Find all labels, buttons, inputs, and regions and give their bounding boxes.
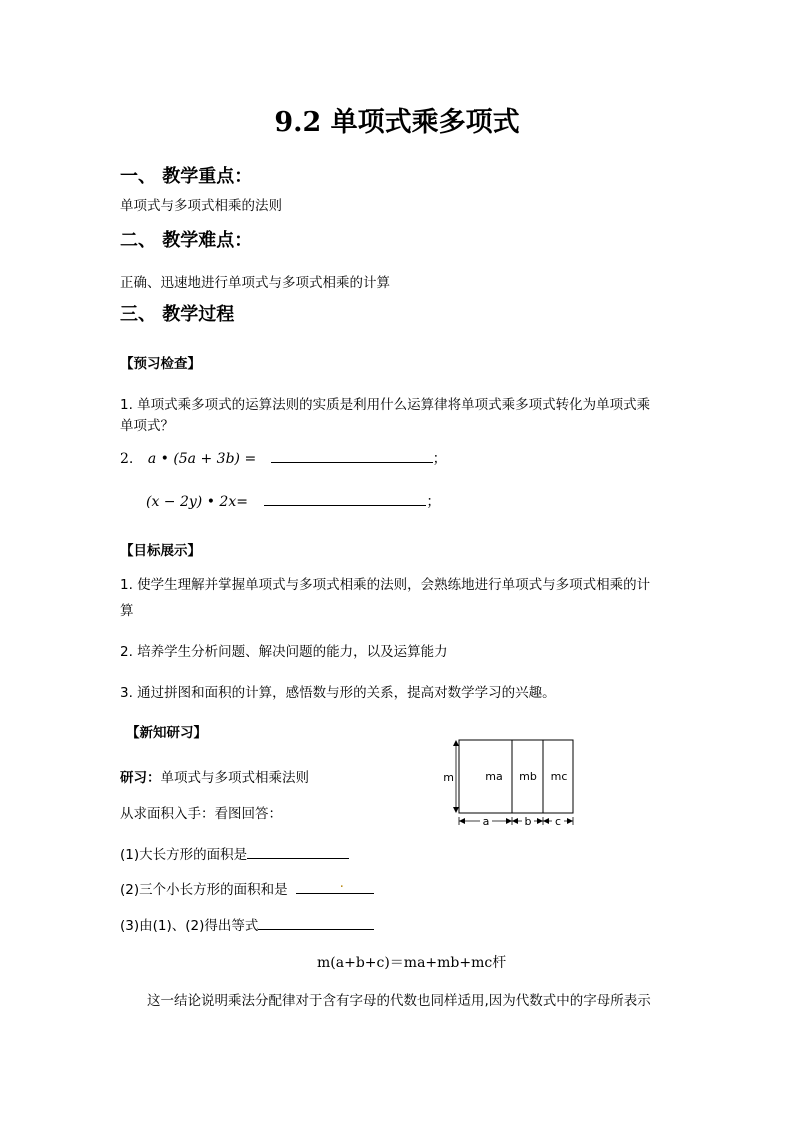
preview-question-1-line1: 1. 单项式乘多项式的运算法则的实质是利用什么运算律将单项式乘多项式转化为单项式乘: [120, 397, 651, 413]
study-topic-text: 单项式与多项式相乘法则: [160, 770, 309, 786]
expression-2: (x − 2y) • 2x=: [146, 494, 248, 510]
question-small-rectangles: [120, 875, 374, 898]
arrow-a-right: [506, 818, 512, 824]
answer-blank-2: [264, 491, 426, 506]
area-diagram: [440, 735, 590, 830]
goal-2: 2. 培养学生分析问题、解决问题的能力，以及运算能力: [120, 644, 448, 660]
question-big-rectangle-text: (1)大长方形的面积是: [120, 847, 248, 863]
preview-question-2b: [146, 491, 440, 511]
preview-question-2: [120, 448, 447, 468]
preview-heading: 【预习检查】: [120, 356, 201, 372]
question-equation: [120, 914, 374, 934]
key-points-text: 单项式与多项式相乘的法则: [120, 198, 282, 214]
side-label: m: [443, 771, 454, 784]
preview-question-1-line2: 单项式？: [120, 418, 174, 434]
conclusion-text: 这一结论说明乘法分配律对于含有字母的代数也同样适用,因为代数式中的字母所表示: [147, 993, 651, 1009]
question-equation-text: (3)由(1)、(2)得出等式: [120, 918, 259, 934]
semicolon: ；: [432, 451, 447, 467]
goal-1-line2: 算: [120, 603, 134, 619]
answer-blank-1: [271, 448, 433, 463]
goals-heading: 【目标展示】: [120, 543, 201, 559]
goal-3: 3. 通过拼图和面积的计算，感悟数与形的关系，提高对数学学习的兴趣。: [120, 685, 556, 701]
section-heading-process: 三、 教学过程: [120, 304, 235, 325]
question-small-rectangles-text: (2)三个小长方形的面积和是: [120, 882, 288, 898]
expression-1: a • (5a + 3b) =: [147, 451, 257, 467]
difficulties-text: 正确、迅速地进行单项式与多项式相乘的计算: [120, 275, 390, 291]
distributive-equation: m(a+b+c)＝ma+mb+mc杆: [317, 955, 507, 971]
answer-blank-5: [258, 915, 374, 930]
question-number: 2.: [120, 451, 134, 467]
section-heading-key-points: 一、 教学重点：: [120, 166, 253, 187]
bottom-label-b: b: [524, 815, 532, 828]
arrow-b-right: [537, 818, 543, 824]
height-arrow-bottom: [453, 807, 459, 813]
section-heading-difficulties: 二、 教学难点：: [120, 230, 253, 251]
cell-label-mb: mb: [519, 770, 537, 783]
study-topic: [120, 766, 309, 786]
cell-label-ma: ma: [485, 770, 503, 783]
bottom-label-a: a: [482, 815, 490, 828]
page-title: 9.2 单项式乘多项式: [274, 107, 520, 138]
arrow-a-left: [459, 818, 465, 824]
goal-1-line1: 1. 使学生理解并掌握单项式与多项式相乘的法则，会熟练地进行单项式与多项式相乘的计: [120, 577, 651, 593]
arrow-c-right: [567, 818, 573, 824]
arrow-c-left: [543, 818, 549, 824]
arrow-b-left: [512, 818, 518, 824]
study-topic-label: 研习：: [120, 770, 161, 786]
answer-blank-3: [247, 844, 349, 859]
cell-label-mc: mc: [550, 770, 568, 783]
study-heading: 【新知研习】: [126, 725, 207, 741]
height-arrow-top: [453, 740, 459, 746]
blank-dot: .: [339, 875, 344, 891]
study-intro: 从求面积入手：看图回答：: [120, 806, 282, 822]
answer-blank-4: [296, 875, 374, 894]
bottom-label-c: c: [554, 815, 562, 828]
semicolon: ；: [426, 494, 441, 510]
question-big-rectangle: [120, 843, 349, 863]
